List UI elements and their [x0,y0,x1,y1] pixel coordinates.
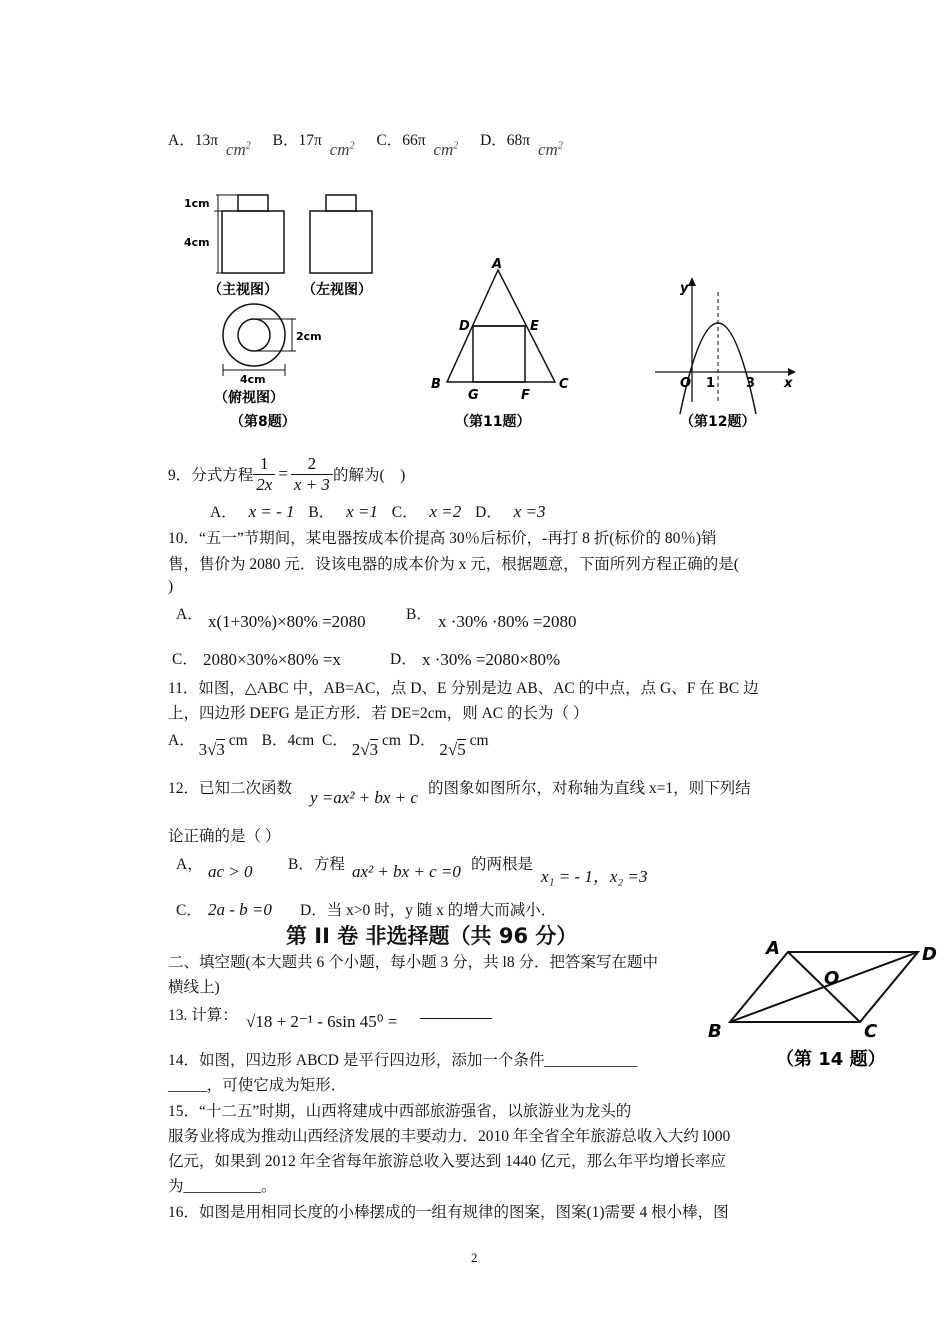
label-origin: O [680,376,692,391]
figure-8 [180,190,400,435]
left-view-body [310,211,372,273]
part2-intro-line2: 横线上) [168,979,220,996]
q13-answer-blank[interactable] [420,1018,492,1019]
label-F: F [521,388,530,403]
part2-heading: 第 II 卷 非选择题（共 96 分） [286,924,578,948]
figure-11 [425,252,580,437]
q15-line3: 亿元，如果到 2012 年全省每年旅游总收入要达到 1440 亿元，那么年平均增长率应 [168,1153,727,1170]
q9-option-c-expr: x =2 [429,502,462,521]
q8-option-a-unit: $cm^2$ [225,140,251,159]
q10-option-b: B． [406,606,432,623]
figure-14-caption: （第 14 题） [776,1049,886,1070]
q9-suffix: 的解为( ) [332,467,406,484]
q11-option-b: B．4cm [261,732,315,749]
q11-option-a-value: 3√3 [198,740,225,759]
figure-11-caption: （第11题） [455,414,531,430]
part2-intro-line1: 二、填空题(本大题共 6 个小题，每小题 3 分，共 l8 分．把答案写在题中 [168,954,658,971]
q9-option-c: C． [391,504,418,521]
q11-option-d-value: 2√5 [439,740,466,759]
front-view-top-block [238,195,268,211]
q12-option-b-expr: ax² + bx + c =0 [352,862,461,881]
q16-line1: 16．如图是用相同长度的小棒摆成的一组有规律的图案，图案(1)需要 4 根小棒，图 [168,1204,729,1221]
label-D: D [459,319,470,334]
figure-8-caption: （第8题） [230,414,296,430]
q9-prefix: 9．分式方程 [168,467,254,484]
dim-2cm: 2cm [296,330,322,343]
label-B: B [708,1021,722,1042]
q9-option-d-expr: x =3 [513,502,546,521]
q10-option-c: C． [172,651,198,668]
q13-prefix: 13. 计算： [168,1007,238,1024]
q12-option-c-expr: 2a - b =0 [208,900,272,919]
q9-equals: = [278,464,288,483]
q15-line2: 服务业将成为推动山西经济发展的丰要动力．2010 年全省全年旅游总收入大约 l000 [168,1128,731,1145]
q9-option-d: D． [475,504,502,521]
q9-options [210,500,546,522]
top-view-label: （俯视图） [214,390,284,406]
q10-line2: 售，售价为 2080 元．设该电器的成本价为 x 元，根据题意，下面所列方程正确的是( [168,556,739,573]
q8-option-c: C．66π [376,132,426,149]
q9-option-b: B． [308,504,335,521]
q8-option-c-unit: $cm^2$ [433,140,459,159]
label-D: D [922,944,937,965]
figure-12 [650,272,800,437]
q12-line2: 论正确的是（ ） [168,828,281,845]
q12-option-b-mid: 的两根是 [471,856,534,873]
front-view-body [222,211,284,273]
q10-line3: ) [168,578,174,595]
q10-option-d-expr: x ·30% =2080×80% [422,650,561,669]
figure-14 [700,930,950,1080]
label-O: O [824,968,840,989]
label-y: y [680,281,689,296]
q9-option-a: A． [210,504,237,521]
q9 [168,450,405,498]
left-view-top-block [326,195,356,211]
q11-line2: 上，四边形 DEFG 是正方形．若 DE=2cm，则 AC 的长为（ ） [168,705,589,722]
q9-fraction-right: $\frac{2}{x + 3}$ [291,454,333,495]
q8-option-b-unit: $cm^2$ [329,140,355,159]
q11-option-c: C． [322,732,348,749]
label-three: 3 [746,376,756,391]
q15-line1: 15．“十二五”时期，山西将建成中西部旅游强省，以旅游业为龙头的 [168,1103,632,1120]
q10-option-d: D． [390,651,417,668]
label-one: 1 [706,376,716,391]
label-A: A [492,257,503,272]
label-C: C [864,1021,878,1042]
q11-line1: 11．如图，△ABC 中，AB=AC，点 D、E 分别是边 AB、AC 的中点，点 G、F 在 BC 边 [168,680,759,697]
q9-option-a-expr: x = - 1 [248,502,295,521]
page-number: 2 [471,1250,478,1265]
dim-bottom-4cm: 4cm [240,373,266,386]
q8-option-d-unit: $cm^2$ [538,140,563,159]
label-B: B [431,377,441,392]
dim-4cm: 4cm [184,236,210,249]
label-C: C [559,377,569,392]
q12-option-b: B．方程 [288,856,345,873]
square-defg [473,326,525,382]
q10-option-b-expr: x ·30% ·80% =2080 [438,612,577,631]
q11-option-d: D． [408,732,436,749]
q10-option-c-expr: 2080×30%×80% =x [203,650,341,669]
q11-option-a-unit: cm [228,732,248,749]
label-x: x [784,376,793,391]
q11-option-a: A． [168,732,195,749]
q15-line4: 为__________。 [168,1178,277,1195]
q10-option-a: A． [176,606,203,623]
q12-option-a-expr: ac > 0 [208,862,253,881]
q9-option-b-expr: x =1 [346,502,378,521]
q8-options [168,128,563,159]
q10-option-a-expr: x(1+30%)×80% =2080 [208,612,366,631]
label-A: A [766,938,780,959]
front-view-label: （主视图） [208,282,278,298]
q11-option-d-unit: cm [469,732,489,749]
q12-option-a: A， [176,856,203,873]
q12-option-b-roots: x₁ = - 1，x₂ =3 [541,867,648,886]
left-view-label: （左视图） [302,282,372,298]
q12-suffix: 的图象如图所尔，对称轴为直线 x=1，则下列结 [428,780,751,797]
top-view-inner-circle [238,319,270,351]
q11-option-c-value: 2√3 [351,740,379,759]
q14-line1: 14．如图，四边形 ABCD 是平行四边形，添加一个条件____________ [168,1052,638,1069]
q12-option-d: D．当 x>0 时，y 随 x 的增大而减小． [300,902,557,919]
label-G: G [468,388,479,403]
q12-prefix: 12．已知二次函数 [168,780,293,797]
dim-1cm: 1cm [184,197,210,210]
top-view-outer-circle [223,304,285,366]
q10-line1: 10．“五一”节期间，某电器按成本价提高 30％后标价，-再打 8 折(标价的 80％)销 [168,530,717,547]
q12-option-c: C． [176,902,202,919]
q8-option-d: D．68π [480,132,531,149]
q8-option-b: B．17π [272,132,322,149]
label-E: E [530,319,539,334]
q9-fraction-left: $\frac{1}{2x}$ [253,454,275,495]
q11-option-c-unit: cm [381,732,401,749]
q14-line2: _____，可使它成为矩形． [168,1077,347,1094]
q8-option-a: A．13π [168,132,219,149]
q13-expression: √18 + 2⁻¹ - 6sin 45⁰ = [246,1012,398,1031]
figure-12-caption: （第12题） [680,414,756,430]
q12-function: y =ax² + bx + c [310,788,418,807]
q11-options [168,728,489,759]
